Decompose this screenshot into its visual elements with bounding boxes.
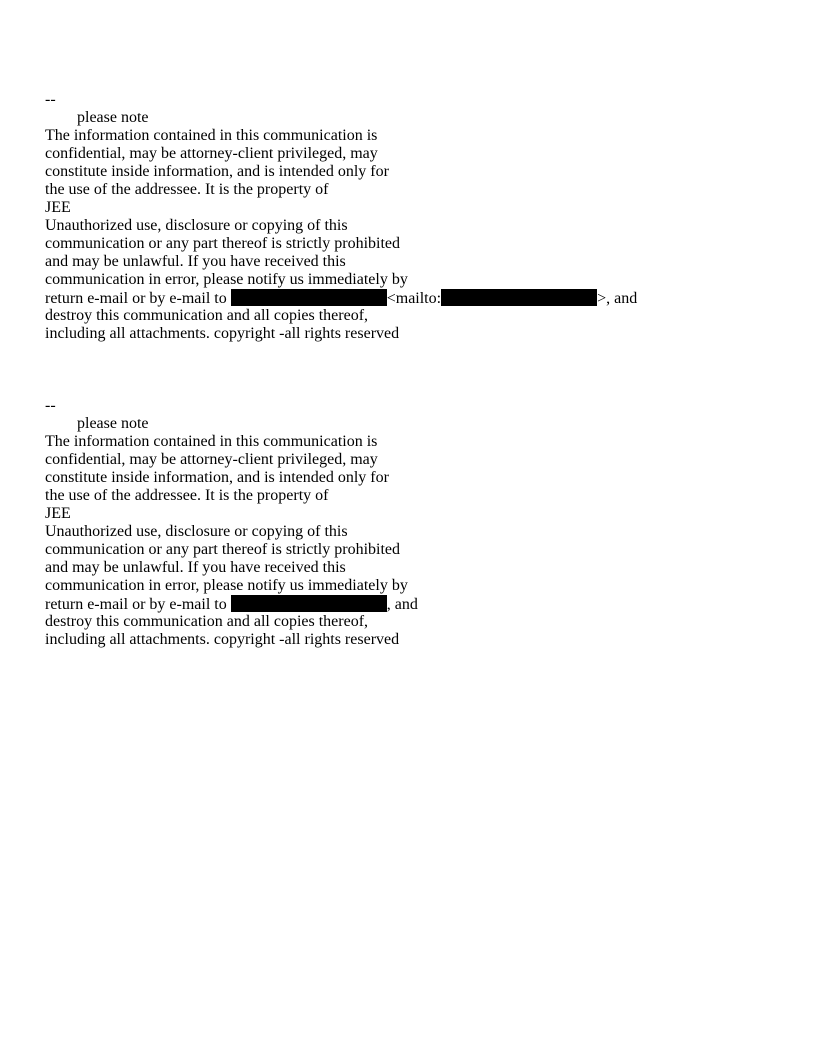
email-line (45, 289, 637, 307)
separator: -- (45, 91, 56, 108)
owner-name: JEE (45, 199, 71, 216)
notice-line: destroy this communication and all copies thereof, (45, 613, 369, 630)
notice-line: Unauthorized use, disclosure or copying of this (45, 523, 348, 540)
email-line-suffix: >, and (597, 290, 638, 307)
notice-line: communication in error, please notify us immediately by (45, 577, 408, 594)
notice-line: constitute inside information, and is intended only for (45, 163, 389, 180)
redacted-email (231, 595, 387, 612)
notice-line: destroy this communication and all copies thereof, (45, 307, 369, 324)
email-line (45, 595, 418, 613)
notice-line: communication or any part thereof is strictly prohibited (45, 235, 401, 252)
notice-line: confidential, may be attorney-client privileged, may (45, 451, 378, 468)
notice-heading: please note (77, 109, 149, 126)
notice-line: the use of the addressee. It is the property of (45, 181, 329, 198)
separator: -- (45, 397, 56, 414)
notice-line: The information contained in this communication is (45, 433, 378, 450)
email-line-suffix: , and (386, 596, 418, 613)
notice-line: and may be unlawful. If you have received this (45, 559, 346, 576)
redacted-mailto-address (441, 289, 597, 306)
notice-line: communication or any part thereof is strictly prohibited (45, 541, 401, 558)
confidentiality-notice (45, 397, 418, 649)
notice-line: including all attachments. copyright -all rights reserved (45, 631, 400, 648)
notice-heading: please note (77, 415, 149, 432)
notice-line: and may be unlawful. If you have received this (45, 253, 346, 270)
mailto-open: <mailto: (386, 290, 442, 307)
notice-line: constitute inside information, and is intended only for (45, 469, 389, 486)
notice-line: confidential, may be attorney-client privileged, may (45, 145, 378, 162)
notice-line: including all attachments. copyright -all rights reserved (45, 325, 400, 342)
notice-line: The information contained in this communication is (45, 127, 378, 144)
owner-name: JEE (45, 505, 71, 522)
notice-line: communication in error, please notify us immediately by (45, 271, 408, 288)
notice-line: the use of the addressee. It is the property of (45, 487, 329, 504)
redacted-email (231, 289, 387, 306)
notice-line: Unauthorized use, disclosure or copying of this (45, 217, 348, 234)
email-line-prefix: return e-mail or by e-mail to (45, 596, 231, 613)
email-line-prefix: return e-mail or by e-mail to (45, 290, 231, 307)
confidentiality-notice (45, 91, 637, 343)
